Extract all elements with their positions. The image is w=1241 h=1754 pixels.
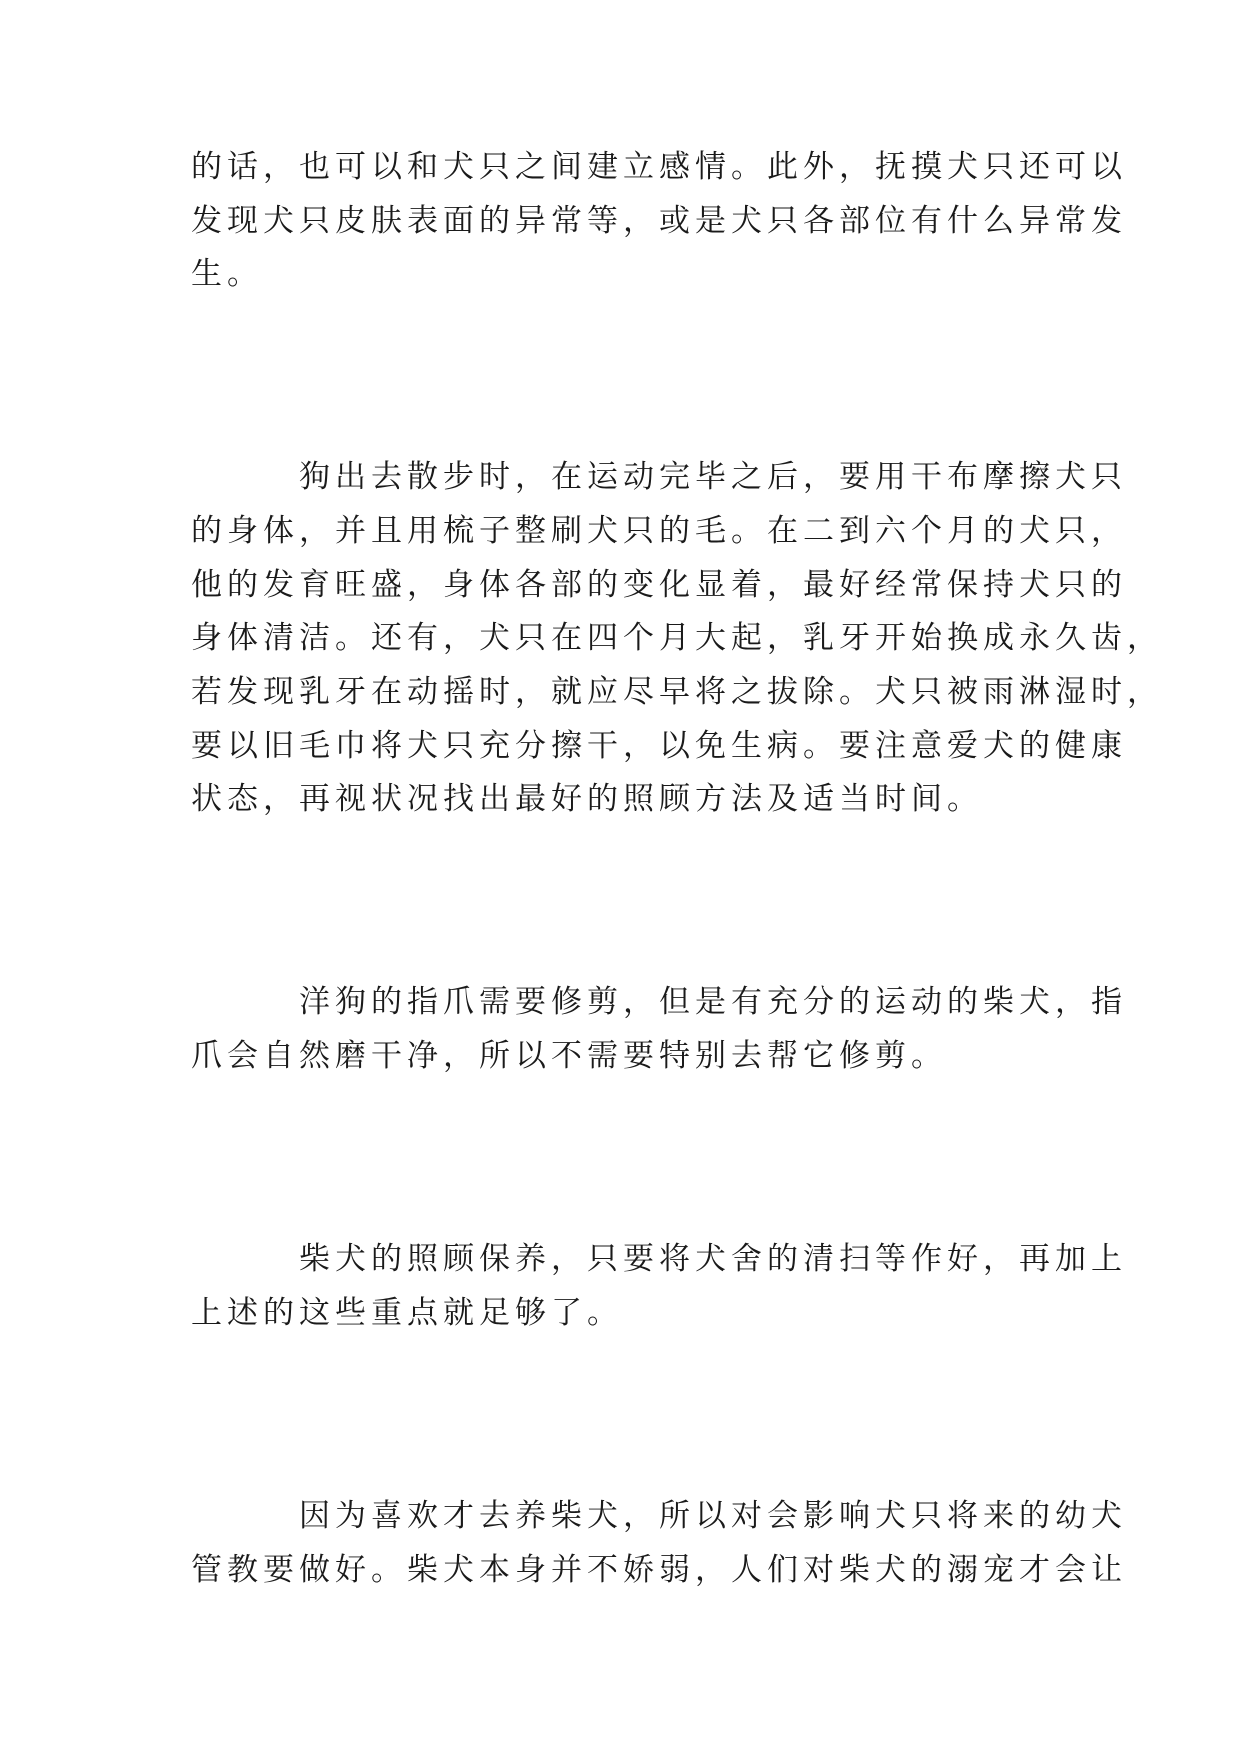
text-line: 的话，也可以和犬只之间建立感情。此外，抚摸犬只还可以 <box>191 149 1127 185</box>
text-line: 发现犬只皮肤表面的异常等，或是犬只各部位有什么异常发 <box>191 203 1127 239</box>
text-line: 柴犬的照顾保养，只要将犬舍的清扫等作好，再加上 <box>299 1241 1127 1277</box>
text-line: 生。 <box>191 256 263 292</box>
text-line: 的身体，并且用梳子整刷犬只的毛。在二到六个月的犬只， <box>191 513 1127 549</box>
text-line: 状态，再视状况找出最好的照顾方法及适当时间。 <box>191 781 983 817</box>
text-line: 因为喜欢才去养柴犬，所以对会影响犬只将来的幼犬 <box>299 1498 1127 1534</box>
text-line: 身体清洁。还有，犬只在四个月大起，乳牙开始换成永久齿， <box>191 620 1163 656</box>
text-line: 上述的这些重点就足够了。 <box>191 1295 623 1331</box>
text-line: 洋狗的指爪需要修剪，但是有充分的运动的柴犬，指 <box>299 984 1127 1020</box>
text-line: 管教要做好。柴犬本身并不娇弱，人们对柴犬的溺宠才会让 <box>191 1552 1127 1588</box>
text-line: 要以旧毛巾将犬只充分擦干，以免生病。要注意爱犬的健康 <box>191 728 1127 764</box>
text-line: 若发现乳牙在动摇时，就应尽早将之拔除。犬只被雨淋湿时， <box>191 674 1163 710</box>
text-line: 爪会自然磨干净，所以不需要特别去帮它修剪。 <box>191 1038 947 1074</box>
text-line: 狗出去散步时，在运动完毕之后，要用干布摩擦犬只 <box>299 459 1127 495</box>
text-line: 他的发育旺盛，身体各部的变化显着，最好经常保持犬只的 <box>191 567 1127 603</box>
